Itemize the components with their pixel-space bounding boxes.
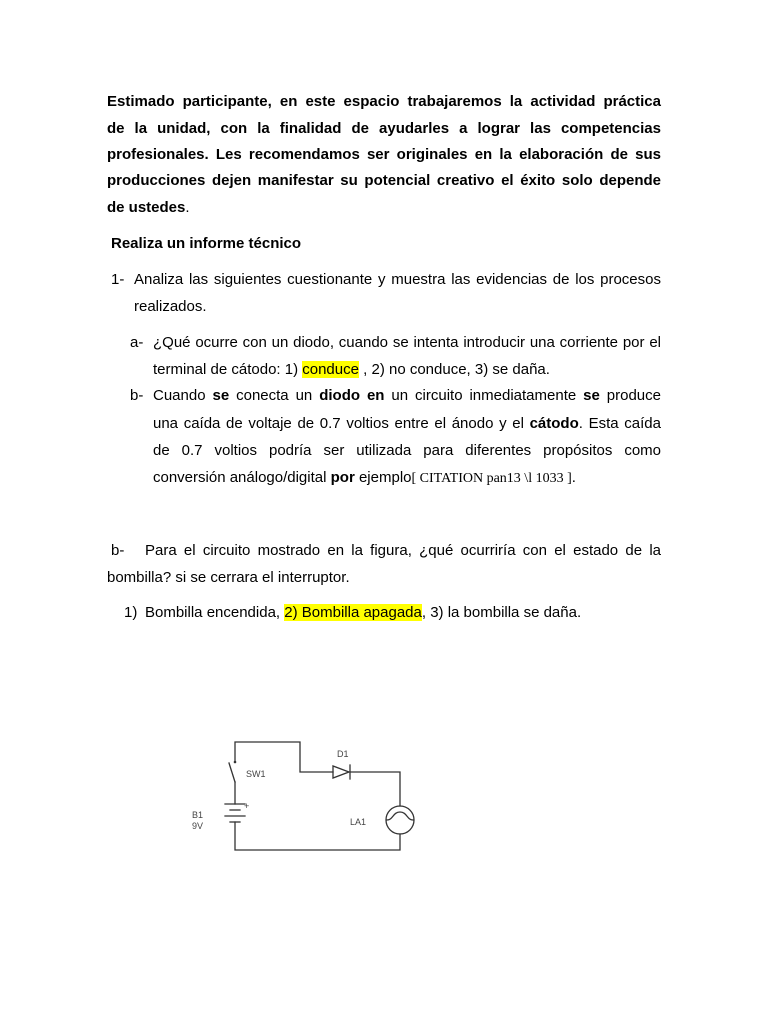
bold-term: se	[583, 387, 600, 404]
item-b-text: Cuando	[153, 387, 213, 404]
item1-line: Analiza las siguientes cuestionante y muestra las evidencias de los procesos	[134, 271, 661, 288]
intro-line: de la unidad, con la finalidad de ayudarles a lograr las competencias	[107, 120, 661, 137]
list-marker: 1)	[124, 604, 138, 621]
bold-term: diodo en	[319, 387, 385, 404]
diode-triangle	[333, 766, 349, 778]
intro-line	[107, 198, 190, 218]
item-b-text: .	[571, 469, 576, 486]
bold-term: por	[330, 469, 355, 486]
item-b-text: un circuito inmediatamente	[384, 387, 584, 404]
battery-plus-label: +	[244, 801, 250, 811]
citation-field: [ CITATION pan13 \l 1033 ]	[411, 471, 572, 486]
item1-line: realizados.	[134, 298, 207, 315]
switch-blade	[229, 763, 235, 782]
item-b-text: conecta un	[229, 387, 320, 404]
item-b-text: una caída de voltaje de 0.7 voltios entre el ánodo y el	[153, 415, 530, 432]
battery-label: B1	[192, 810, 204, 820]
switch-label: SW1	[246, 769, 266, 779]
list-marker: b-	[111, 542, 125, 559]
section-heading: Realiza un informe técnico	[111, 235, 302, 252]
list-marker: 1-	[111, 271, 125, 288]
intro-line: producciones dejen manifestar su potencial creativo el éxito solo depende	[107, 172, 661, 189]
highlighted-answer: 2) Bombilla apagada	[284, 604, 422, 621]
options-line	[145, 603, 581, 623]
item-a-text: , 2) no conduce, 3) se daña.	[358, 361, 550, 378]
switch-contact	[234, 761, 237, 764]
item-b-text: conversión análogo/digital	[153, 469, 331, 486]
option-text: Bombilla encendida,	[145, 604, 285, 621]
highlighted-answer: conduce	[302, 361, 359, 378]
intro-period: .	[185, 199, 190, 216]
circuit-diagram	[180, 730, 440, 865]
wire-top	[235, 742, 333, 772]
item-a-text: terminal de cátodo: 1)	[153, 361, 303, 378]
wire-bottom	[235, 822, 400, 850]
list-marker: a-	[130, 334, 144, 351]
bold-term: se	[212, 387, 230, 404]
item-a-line	[153, 360, 550, 380]
item-b-line	[153, 414, 661, 434]
intro-line: profesionales. Les recomendamos ser originales en la elaboración de sus	[107, 146, 661, 163]
question-b-line: Para el circuito mostrado en la figura, ¿qué ocurriría con el estado de la	[145, 542, 661, 559]
battery-voltage-label: 9V	[192, 821, 204, 831]
lamp-icon	[386, 806, 414, 834]
item-b-line: de 0.7 voltios podría ser utilizada para diferentes propósitos como	[153, 442, 661, 459]
question-b-line: bombilla? si se cerrara el interruptor.	[107, 569, 350, 586]
diode-label: D1	[337, 749, 349, 759]
item-b-line	[153, 468, 576, 488]
lamp-filament	[387, 812, 413, 820]
list-marker: b-	[130, 387, 144, 404]
item-b-text: ejemplo	[354, 469, 412, 486]
bold-term: cátodo	[529, 415, 579, 432]
item-b-text: . Esta caída	[578, 415, 661, 432]
wire-diode-lamp	[350, 772, 400, 806]
item-a-line: ¿Qué ocurre con un diodo, cuando se intenta introducir una corriente por el	[153, 334, 661, 351]
item-b-text: produce	[599, 387, 661, 404]
intro-line: Estimado participante, en este espacio trabajaremos la actividad práctica	[107, 93, 661, 110]
option-text: , 3) la bombilla se daña.	[421, 604, 582, 621]
item-b-line	[153, 386, 661, 406]
lamp-label: LA1	[350, 817, 367, 827]
intro-text: de ustedes	[107, 199, 186, 216]
